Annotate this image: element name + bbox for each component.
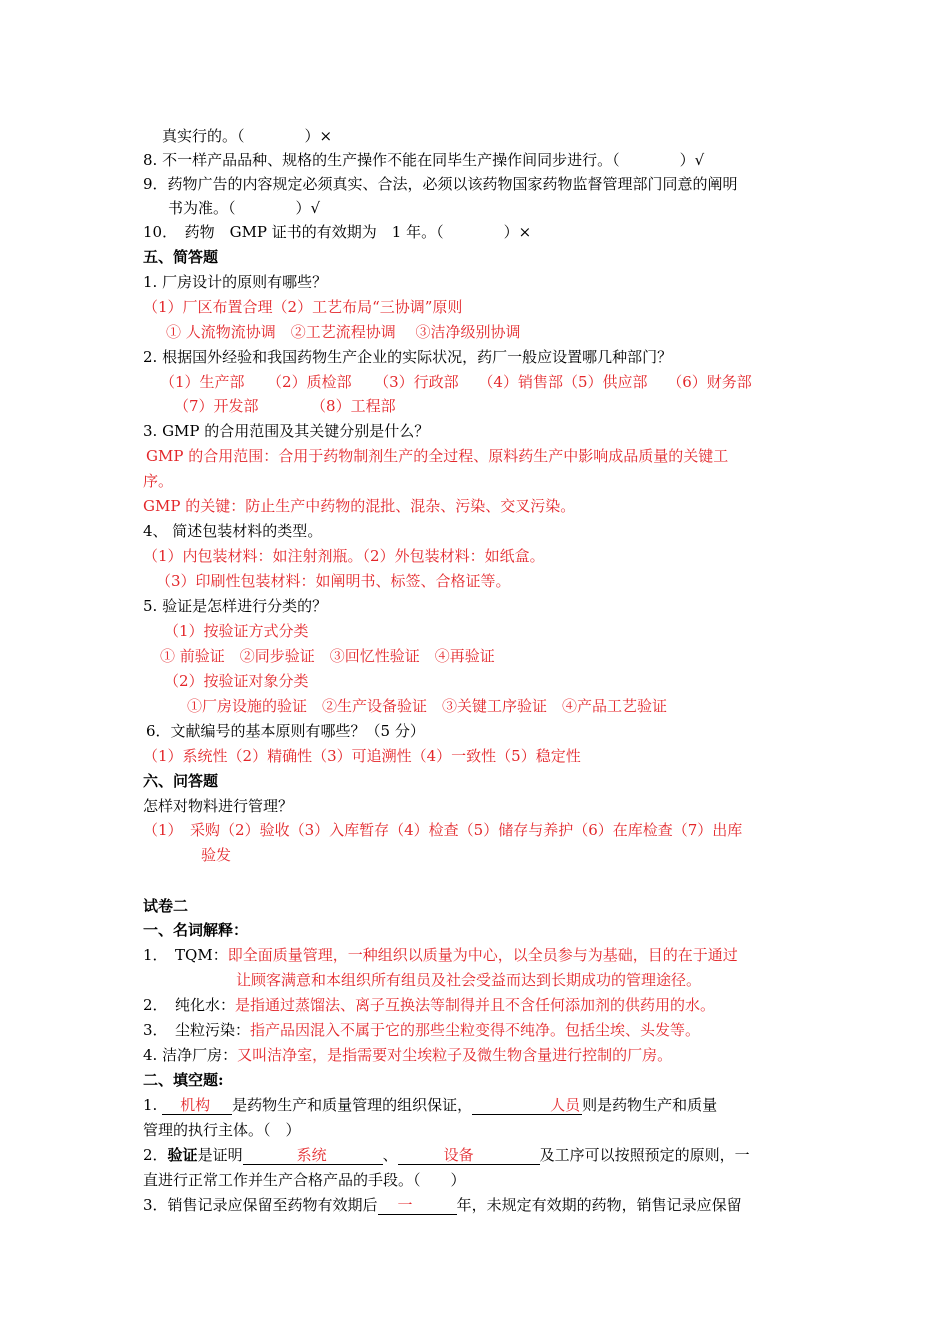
tf-item-10: 10． 药物 GMP 证书的有效期为 1 年。（ ）× — [143, 223, 532, 241]
answer-2-line-2: （7）开发部 （8）工程部 — [174, 397, 396, 415]
fill-1-number: 1. — [143, 1096, 163, 1114]
answer-6: （1）系统性（2）精确性（3）可追溯性（4）一致性（5）稳定性 — [143, 747, 581, 765]
answer-3-line-1: GMP 的合用范围：合用于药物制剂生产的全过程、原料药生产中影响成品质量的关键工 — [146, 447, 729, 465]
fill-3-text-end: 年，未规定有效期的药物，销售记录应保留 — [456, 1196, 742, 1214]
fill-2-number: 2． — [143, 1146, 168, 1164]
term-3 — [143, 1020, 700, 1040]
term-4 — [143, 1045, 672, 1065]
paper-2-title: 试卷二 — [143, 897, 189, 915]
answer-4-line-2: （3）印刷性包装材料：如阐明书、标签、合格证等。 — [156, 572, 511, 590]
fill-1-text-end: 则是药物生产和质量 — [582, 1096, 718, 1114]
paper-2-section-1-heading: 一、名词解释： — [143, 921, 249, 939]
tf-item-9-continued: 书为准。（ ）√ — [168, 199, 321, 217]
fill-1-blank-1: 机构 — [162, 1097, 232, 1115]
fill-3-blank: 一 — [378, 1197, 457, 1215]
fill-1-blank-2: 人员 — [472, 1097, 582, 1115]
fill-2-text-end: 及工序可以按照预定的原则，一 — [539, 1146, 750, 1164]
fill-item-1 — [143, 1095, 717, 1115]
fill-item-2 — [143, 1145, 750, 1165]
fill-item-1-continued: 管理的执行主体。（ ） — [143, 1121, 301, 1139]
answer-5-line-2: ① 前验证 ②同步验证 ③回忆性验证 ④再验证 — [160, 647, 495, 665]
answer-5-line-4: ①厂房设施的验证 ②生产设备验证 ③关键工序验证 ④产品工艺验证 — [187, 697, 668, 715]
question-1: 1. 厂房设计的原则有哪些？ — [143, 273, 328, 291]
tf-item-7-continued: 真实行的。（ ）× — [162, 127, 333, 145]
fill-item-3 — [143, 1195, 742, 1215]
section-5-heading: 五、简答题 — [143, 248, 219, 266]
essay-answer-line-2: 验发 — [201, 846, 232, 864]
essay-answer-line-1: （1） 采购（2）验收（3）入库暂存（4）检查（5）储存与养护（6）在库检查（7）出库 — [143, 821, 743, 839]
answer-3-line-3: GMP 的关键：防止生产中药物的混批、混杂、污染、交叉污染。 — [143, 497, 576, 515]
answer-5-line-3: （2）按验证对象分类 — [164, 672, 309, 690]
tf-item-9: 9．药物广告的内容规定必须真实、合法，必须以该药物国家药物监督管理部门同意的阐明 — [143, 175, 738, 193]
term-1-definition: 即全面质量管理，一种组织以质量为中心，以全员参与为基础，目的在于通过 — [227, 946, 738, 964]
fill-2-separator: 、 — [382, 1146, 398, 1164]
answer-1-line-1: （1）厂区布置合理（2）工艺布局“三协调”原则 — [143, 298, 463, 316]
fill-2-blank-2: 设备 — [398, 1147, 540, 1165]
term-3-label: 3． 尘粒污染： — [143, 1021, 251, 1039]
term-1-definition-continued: 让顾客满意和本组织所有组员及社会受益而达到长期成功的管理途径。 — [236, 971, 702, 989]
answer-2-line-1: （1）生产部 （2）质检部 （3）行政部 （4）销售部（5）供应部 （6）财务部 — [160, 373, 752, 391]
term-1-label: 1． TQM： — [143, 946, 228, 964]
answer-4-line-1: （1）内包装材料：如注射剂瓶。（2）外包装材料：如纸盒。 — [143, 547, 545, 565]
term-2-label: 2． 纯化水： — [143, 996, 236, 1014]
fill-3-text: 3．销售记录应保留至药物有效期后 — [143, 1196, 378, 1214]
answer-5-line-1: （1）按验证方式分类 — [164, 622, 309, 640]
fill-2-blank-1: 系统 — [243, 1147, 383, 1165]
term-2 — [143, 995, 715, 1015]
fill-2-text: 是证明 — [197, 1146, 243, 1164]
section-6-heading: 六、问答题 — [143, 772, 219, 790]
tf-item-8: 8. 不一样产品品种、规格的生产操作不能在同毕生产操作间同步进行。（ ）√ — [143, 151, 705, 169]
question-2: 2. 根据国外经验和我国药物生产企业的实际状况，药厂一般应设置哪几种部门？ — [143, 348, 673, 366]
term-1 — [143, 945, 738, 965]
question-5: 5. 验证是怎样进行分类的？ — [143, 597, 328, 615]
paper-2-section-2-heading: 二、填空题: — [143, 1071, 224, 1089]
term-4-label: 4. 洁净厂房： — [143, 1046, 238, 1064]
answer-1-line-2: ① 人流物流协调 ②工艺流程协调 ③洁净级别协调 — [166, 323, 521, 341]
question-6: 6．文献编号的基本原则有哪些？（5 分） — [146, 722, 425, 740]
essay-question: 怎样对物料进行管理？ — [143, 797, 294, 815]
fill-1-text: 是药物生产和质量管理的组织保证， — [232, 1096, 473, 1114]
fill-2-term: 验证 — [167, 1146, 198, 1164]
question-4: 4、 简述包装材料的类型。 — [143, 522, 323, 540]
answer-3-line-2: 序。 — [143, 472, 174, 490]
term-2-definition: 是指通过蒸馏法、离子互换法等制得并且不含任何添加剂的供药用的水。 — [235, 996, 716, 1014]
term-4-definition: 又叫洁净室，是指需要对尘埃粒子及微生物含量进行控制的厂房。 — [237, 1046, 673, 1064]
term-3-definition: 指产品因混入不属于它的那些尘粒变得不纯净。包括尘埃、头发等。 — [250, 1021, 701, 1039]
fill-item-2-continued: 直进行正常工作并生产合格产品的手段。（ ） — [143, 1171, 466, 1189]
question-3: 3. GMP 的合用范围及其关键分别是什么？ — [143, 422, 430, 440]
